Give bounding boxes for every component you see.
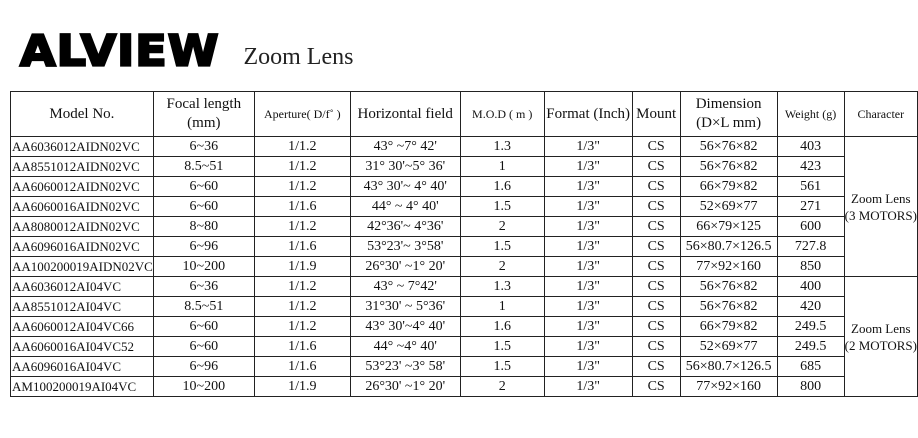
- aperture-cell: 1/1.2: [254, 317, 350, 337]
- format-cell: 1/3": [544, 337, 632, 357]
- table-row: [11, 257, 918, 277]
- mod-cell: 1.5: [460, 197, 544, 217]
- format-cell: 1/3": [544, 157, 632, 177]
- mount-cell: CS: [632, 217, 680, 237]
- dimension-cell: 77×92×160: [680, 377, 777, 397]
- weight-cell: 600: [777, 217, 844, 237]
- horizontal-field-cell: 42°36'~ 4°36': [350, 217, 460, 237]
- focal-cell: 6~60: [153, 317, 254, 337]
- mod-cell: 1.3: [460, 137, 544, 157]
- format-cell: 1/3": [544, 217, 632, 237]
- character-line2: (3 MOTORS): [844, 207, 917, 223]
- dimension-cell: 66×79×125: [680, 217, 777, 237]
- format-cell: 1/3": [544, 317, 632, 337]
- mount-cell: CS: [632, 297, 680, 317]
- horizontal-field-cell: 44° ~4° 40': [350, 337, 460, 357]
- weight-cell: 249.5: [777, 337, 844, 357]
- horizontal-field-cell: 31°30' ~ 5°36': [350, 297, 460, 317]
- horizontal-field-cell: 26°30' ~1° 20': [350, 377, 460, 397]
- mod-cell: 1: [460, 297, 544, 317]
- alview-logo: ALVIEW: [20, 26, 220, 76]
- weight-cell: 400: [777, 277, 844, 297]
- focal-cell: 10~200: [153, 377, 254, 397]
- focal-cell: 6~36: [153, 277, 254, 297]
- focal-cell: 10~200: [153, 257, 254, 277]
- dimension-cell: 56×76×82: [680, 137, 777, 157]
- mount-cell: CS: [632, 277, 680, 297]
- model-cell: AA6060012AIDN02VC: [11, 177, 154, 197]
- mount-cell: CS: [632, 177, 680, 197]
- format-cell: 1/3": [544, 357, 632, 377]
- header-mount: Mount: [632, 92, 680, 137]
- aperture-cell: 1/1.6: [254, 357, 350, 377]
- horizontal-field-cell: 43° ~ 7°42': [350, 277, 460, 297]
- format-cell: 1/3": [544, 177, 632, 197]
- model-cell: AA8551012AIDN02VC: [11, 157, 154, 177]
- model-cell: AA8551012AI04VC: [11, 297, 154, 317]
- weight-cell: 561: [777, 177, 844, 197]
- format-cell: 1/3": [544, 197, 632, 217]
- dimension-cell: 56×80.7×126.5: [680, 237, 777, 257]
- character-line2: (2 MOTORS): [844, 337, 917, 353]
- dimension-cell: 56×80.7×126.5: [680, 357, 777, 377]
- dimension-cell: 77×92×160: [680, 257, 777, 277]
- spec-table-body: [11, 137, 918, 397]
- model-cell: AA6060016AIDN02VC: [11, 197, 154, 217]
- horizontal-field-cell: 53°23'~ 3°58': [350, 237, 460, 257]
- mount-cell: CS: [632, 337, 680, 357]
- header-model: Model No.: [11, 92, 154, 137]
- aperture-cell: 1/1.9: [254, 377, 350, 397]
- weight-cell: 271: [777, 197, 844, 217]
- aperture-cell: 1/1.2: [254, 157, 350, 177]
- format-cell: 1/3": [544, 137, 632, 157]
- focal-cell: 8.5~51: [153, 297, 254, 317]
- mount-cell: CS: [632, 237, 680, 257]
- table-row: [11, 137, 918, 157]
- mod-cell: 1.6: [460, 317, 544, 337]
- mod-cell: 1.6: [460, 177, 544, 197]
- weight-cell: 800: [777, 377, 844, 397]
- aperture-cell: 1/1.6: [254, 337, 350, 357]
- horizontal-field-cell: 44° ~ 4° 40': [350, 197, 460, 217]
- dimension-cell: 66×79×82: [680, 177, 777, 197]
- aperture-cell: 1/1.2: [254, 297, 350, 317]
- character-line1: Zoom Lens: [851, 190, 911, 206]
- focal-cell: 6~36: [153, 137, 254, 157]
- weight-cell: 420: [777, 297, 844, 317]
- table-row: [11, 357, 918, 377]
- horizontal-field-cell: 26°30' ~1° 20': [350, 257, 460, 277]
- focal-cell: 6~60: [153, 337, 254, 357]
- focal-cell: 6~60: [153, 177, 254, 197]
- header-dimension-line1: Dimension: [695, 96, 762, 112]
- header-mod: M.O.D ( m ): [460, 92, 544, 137]
- mount-cell: CS: [632, 137, 680, 157]
- model-cell: AA6096016AI04VC: [11, 357, 154, 377]
- table-row: [11, 317, 918, 337]
- table-row: [11, 377, 918, 397]
- weight-cell: 403: [777, 137, 844, 157]
- format-cell: 1/3": [544, 237, 632, 257]
- mount-cell: CS: [632, 257, 680, 277]
- aperture-cell: 1/1.2: [254, 277, 350, 297]
- horizontal-field-cell: 43° ~7° 42': [350, 137, 460, 157]
- header-weight: Weight (g): [777, 92, 844, 137]
- header-aperture: Aperture( D/f˚ ): [254, 92, 350, 137]
- table-row: [11, 337, 918, 357]
- model-cell: AM100200019AI04VC: [11, 377, 154, 397]
- aperture-cell: 1/1.6: [254, 197, 350, 217]
- format-cell: 1/3": [544, 277, 632, 297]
- dimension-cell: 52×69×77: [680, 197, 777, 217]
- table-row: [11, 217, 918, 237]
- horizontal-field-cell: 43° 30'~ 4° 40': [350, 177, 460, 197]
- weight-cell: 249.5: [777, 317, 844, 337]
- mod-cell: 1: [460, 157, 544, 177]
- character-line1: Zoom Lens: [851, 320, 911, 336]
- mod-cell: 1.5: [460, 337, 544, 357]
- weight-cell: 423: [777, 157, 844, 177]
- header-horizontal-field: Horizontal field: [350, 92, 460, 137]
- dimension-cell: 56×76×82: [680, 157, 777, 177]
- table-row: [11, 277, 918, 297]
- model-cell: AA6096016AIDN02VC: [11, 237, 154, 257]
- model-cell: AA6036012AI04VC: [11, 277, 154, 297]
- mount-cell: CS: [632, 377, 680, 397]
- focal-cell: 6~60: [153, 197, 254, 217]
- weight-cell: 685: [777, 357, 844, 377]
- mod-cell: 2: [460, 377, 544, 397]
- format-cell: 1/3": [544, 297, 632, 317]
- aperture-cell: 1/1.9: [254, 257, 350, 277]
- model-cell: AA6060012AI04VC66: [11, 317, 154, 337]
- format-cell: 1/3": [544, 257, 632, 277]
- weight-cell: 727.8: [777, 237, 844, 257]
- table-row: [11, 157, 918, 177]
- mod-cell: 1.5: [460, 237, 544, 257]
- table-row: [11, 237, 918, 257]
- mount-cell: CS: [632, 317, 680, 337]
- aperture-cell: 1/1.2: [254, 137, 350, 157]
- character-cell-2-motors: [844, 277, 917, 397]
- table-row: [11, 297, 918, 317]
- header-dimension: [680, 92, 777, 137]
- horizontal-field-cell: 43° 30'~4° 40': [350, 317, 460, 337]
- model-cell: AA8080012AIDN02VC: [11, 217, 154, 237]
- page-subtitle: Zoom Lens: [243, 44, 354, 70]
- mod-cell: 1.3: [460, 277, 544, 297]
- aperture-cell: 1/1.6: [254, 237, 350, 257]
- focal-cell: 6~96: [153, 357, 254, 377]
- mount-cell: CS: [632, 197, 680, 217]
- character-cell-3-motors: [844, 137, 917, 277]
- mod-cell: 1.5: [460, 357, 544, 377]
- table-row: [11, 177, 918, 197]
- focal-cell: 8.5~51: [153, 157, 254, 177]
- model-cell: AA6060016AI04VC52: [11, 337, 154, 357]
- model-cell: AA100200019AIDN02VC: [11, 257, 154, 277]
- spec-table: [10, 91, 918, 397]
- header-format: Format (Inch): [544, 92, 632, 137]
- focal-cell: 6~96: [153, 237, 254, 257]
- dimension-cell: 56×76×82: [680, 297, 777, 317]
- mount-cell: CS: [632, 357, 680, 377]
- page-header: [20, 22, 354, 76]
- focal-cell: 8~80: [153, 217, 254, 237]
- mod-cell: 2: [460, 257, 544, 277]
- header-character: Character: [844, 92, 917, 137]
- format-cell: 1/3": [544, 377, 632, 397]
- table-row: [11, 197, 918, 217]
- header-focal-line2: (mm): [187, 115, 221, 131]
- mount-cell: CS: [632, 157, 680, 177]
- header-row: [11, 92, 918, 137]
- dimension-cell: 56×76×82: [680, 277, 777, 297]
- aperture-cell: 1/1.2: [254, 217, 350, 237]
- model-cell: AA6036012AIDN02VC: [11, 137, 154, 157]
- dimension-cell: 66×79×82: [680, 317, 777, 337]
- header-focal-line1: Focal length: [166, 96, 242, 112]
- header-focal-length: [153, 92, 254, 137]
- horizontal-field-cell: 31° 30'~5° 36': [350, 157, 460, 177]
- aperture-cell: 1/1.2: [254, 177, 350, 197]
- dimension-cell: 52×69×77: [680, 337, 777, 357]
- weight-cell: 850: [777, 257, 844, 277]
- horizontal-field-cell: 53°23' ~3° 58': [350, 357, 460, 377]
- mod-cell: 2: [460, 217, 544, 237]
- header-dimension-line2: (D×L mm): [696, 115, 762, 131]
